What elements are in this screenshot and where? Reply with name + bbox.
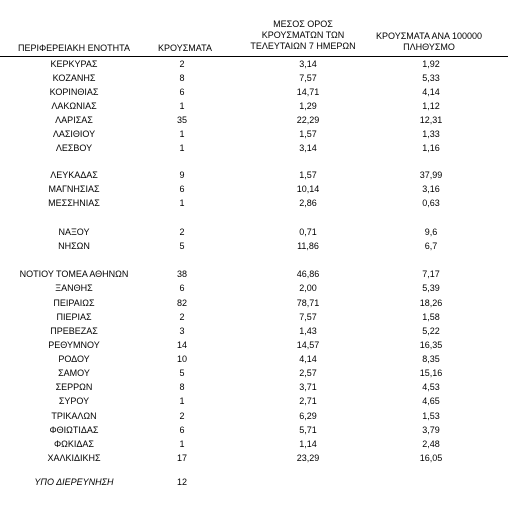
cases-cell: 2 [179, 59, 185, 69]
table-row [0, 267, 508, 281]
per100k-cell: 5,33 [422, 73, 440, 83]
avg-cell: 7,57 [299, 73, 317, 83]
table-row [0, 99, 508, 113]
table-row [0, 451, 508, 465]
per100k-cell: 1,53 [422, 411, 440, 421]
cases-cell: 8 [179, 73, 185, 83]
cases-cell: 5 [179, 368, 185, 378]
per100k-cell: 18,26 [419, 298, 443, 308]
region-cell: ΤΡΙΚΑΛΩΝ [51, 411, 97, 421]
cases-cell: 6 [179, 283, 185, 293]
region-cell: ΡΕΘΥΜΝΟΥ [48, 340, 100, 350]
region-cell: ΝΗΣΩΝ [58, 241, 90, 251]
avg-cell: 2,00 [299, 283, 317, 293]
table-row [0, 182, 508, 196]
region-cell: ΣΕΡΡΩΝ [55, 382, 93, 392]
cases-cell: 6 [179, 87, 185, 97]
cases-cell: 1 [179, 101, 185, 111]
per100k-cell: 3,16 [422, 184, 440, 194]
per100k-cell: 1,33 [422, 129, 440, 139]
table-row [0, 324, 508, 338]
avg-cell: 2,71 [299, 396, 317, 406]
region-cell: ΥΠΟ ΔΙΕΡΕΥΝΗΣΗ [34, 477, 114, 487]
per100k-cell: 1,92 [422, 59, 440, 69]
per100k-cell: 5,39 [422, 283, 440, 293]
region-cell: ΛΕΥΚΑΔΑΣ [50, 170, 98, 180]
header-avg-line-3: ΤΕΛΕΥΤΑΙΩΝ 7 ΗΜΕΡΩΝ [250, 41, 356, 51]
cases-cell: 1 [179, 396, 185, 406]
per100k-cell: 6,7 [424, 241, 438, 251]
per100k-cell: 16,35 [419, 340, 443, 350]
avg-cell: 14,71 [296, 87, 320, 97]
table-row [0, 168, 508, 182]
cases-cell: 8 [179, 382, 185, 392]
per100k-cell: 37,99 [419, 170, 443, 180]
table-row [0, 394, 508, 408]
table-row [0, 113, 508, 127]
per100k-cell: 16,05 [419, 453, 443, 463]
avg-cell: 10,14 [296, 184, 320, 194]
cases-cell: 2 [179, 227, 185, 237]
table-row [0, 409, 508, 423]
table-row [0, 239, 508, 253]
avg-cell: 22,29 [296, 115, 320, 125]
region-cell: ΛΕΣΒΟΥ [55, 143, 93, 153]
region-cell: ΠΕΙΡΑΙΩΣ [53, 298, 95, 308]
header-avg-line-2: ΚΡΟΥΣΜΑΤΩΝ ΤΩΝ [261, 30, 345, 40]
per100k-cell: 1,58 [422, 312, 440, 322]
avg-cell: 0,71 [299, 227, 317, 237]
avg-cell: 23,29 [296, 453, 320, 463]
cases-cell: 38 [176, 269, 187, 279]
region-cell: ΚΕΡΚΥΡΑΣ [50, 59, 98, 69]
table-row [0, 71, 508, 85]
per100k-cell: 4,65 [422, 396, 440, 406]
cases-cell: 35 [176, 115, 187, 125]
avg-cell: 3,71 [299, 382, 317, 392]
avg-cell: 11,86 [297, 241, 319, 251]
per100k-cell: 9,6 [424, 227, 438, 237]
header-per100k-line-1: ΚΡΟΥΣΜΑΤΑ ΑΝΑ 100000 [376, 31, 482, 41]
cases-cell: 17 [176, 453, 187, 463]
cases-cell: 12 [176, 477, 187, 487]
region-cell: ΚΟΡΙΝΘΙΑΣ [49, 87, 99, 97]
cases-cell: 2 [179, 411, 185, 421]
table-row [0, 352, 508, 366]
header-per-100k [354, 31, 504, 53]
avg-cell: 3,14 [299, 143, 317, 153]
header-avg-line-1: ΜΕΣΟΣ ΟΡΟΣ [273, 19, 333, 29]
per100k-cell: 4,53 [422, 382, 440, 392]
region-cell: ΡΟΔΟΥ [58, 354, 90, 364]
region-cell: ΛΑΚΩΝΙΑΣ [51, 101, 97, 111]
per100k-cell: 8,35 [422, 354, 440, 364]
per100k-cell: 3,79 [422, 425, 440, 435]
region-cell: ΣΑΜΟΥ [58, 368, 90, 378]
avg-cell: 1,29 [299, 101, 317, 111]
table-row [0, 423, 508, 437]
avg-cell: 78,71 [296, 298, 320, 308]
cases-cell: 2 [179, 312, 185, 322]
table-row [0, 281, 508, 295]
header-region: ΠΕΡΙΦΕΡΕΙΑΚΗ ΕΝΟΤΗΤΑ [17, 43, 131, 53]
region-cell: ΚΟΖΑΝΗΣ [52, 73, 96, 83]
per100k-cell: 4,14 [422, 87, 440, 97]
region-cell: ΛΑΣΙΘΙΟΥ [52, 129, 96, 139]
avg-cell: 1,43 [299, 326, 317, 336]
per100k-cell: 7,17 [422, 269, 440, 279]
table-row [0, 85, 508, 99]
avg-cell: 1,57 [299, 170, 317, 180]
cases-cell: 9 [179, 170, 185, 180]
table-row [0, 475, 508, 489]
table-row [0, 437, 508, 451]
region-cell: ΛΑΡΙΣΑΣ [55, 115, 93, 125]
avg-cell: 7,57 [299, 312, 317, 322]
region-cell: ΜΕΣΣΗΝΙΑΣ [48, 198, 100, 208]
cases-cell: 14 [176, 340, 187, 350]
avg-cell: 1,14 [299, 439, 317, 449]
cases-cell: 1 [179, 439, 185, 449]
region-cell: ΦΩΚΙΔΑΣ [54, 439, 94, 449]
region-cell: ΜΑΓΝΗΣΙΑΣ [48, 184, 100, 194]
header-per100k-line-2: ΠΛΗΘΥΣΜΟ [403, 42, 455, 52]
per100k-cell: 0,63 [422, 198, 440, 208]
table-row [0, 338, 508, 352]
table-row [0, 380, 508, 394]
cases-cell: 82 [176, 298, 187, 308]
table-row [0, 196, 508, 210]
avg-cell: 5,71 [299, 425, 317, 435]
region-cell: ΝΑΞΟΥ [58, 227, 90, 237]
avg-cell: 1,57 [299, 129, 317, 139]
avg-cell: 46,86 [296, 269, 320, 279]
table-row [0, 310, 508, 324]
avg-cell: 14,57 [296, 340, 320, 350]
per100k-cell: 1,12 [422, 101, 440, 111]
table-row [0, 127, 508, 141]
per100k-cell: 1,16 [422, 143, 440, 153]
region-cell: ΣΥΡΟΥ [58, 396, 90, 406]
per100k-cell: 15,16 [419, 368, 443, 378]
cases-cell: 3 [179, 326, 185, 336]
region-cell: ΞΑΝΘΗΣ [55, 283, 93, 293]
cases-cell: 5 [179, 241, 185, 251]
table-row [0, 225, 508, 239]
avg-cell: 6,29 [299, 411, 317, 421]
cases-cell: 1 [179, 198, 185, 208]
table-row [0, 366, 508, 380]
region-cell: ΠΡΕΒΕΖΑΣ [50, 326, 98, 336]
cases-cell: 6 [179, 184, 185, 194]
cases-cell: 6 [179, 425, 185, 435]
avg-cell: 2,86 [299, 198, 317, 208]
cases-cell: 1 [179, 143, 185, 153]
region-cell: ΧΑΛΚΙΔΙΚΗΣ [47, 453, 101, 463]
per100k-cell: 12,31 [419, 115, 443, 125]
per100k-cell: 2,48 [422, 439, 440, 449]
header-cases: ΚΡΟΥΣΜΑΤΑ [158, 43, 212, 53]
region-cell: ΦΘΙΩΤΙΔΑΣ [49, 425, 99, 435]
avg-cell: 2,57 [299, 368, 317, 378]
region-cell: ΝΟΤΙΟΥ ΤΟΜΕΑ ΑΘΗΝΩΝ [19, 269, 129, 279]
region-cell: ΠΙΕΡΙΑΣ [56, 312, 92, 322]
table-row [0, 141, 508, 155]
avg-cell: 3,14 [299, 59, 317, 69]
per100k-cell: 5,22 [422, 326, 440, 336]
table-row [0, 296, 508, 310]
cases-cell: 1 [179, 129, 185, 139]
avg-cell: 4,14 [299, 354, 317, 364]
table-row [0, 57, 508, 71]
cases-cell: 10 [176, 354, 187, 364]
